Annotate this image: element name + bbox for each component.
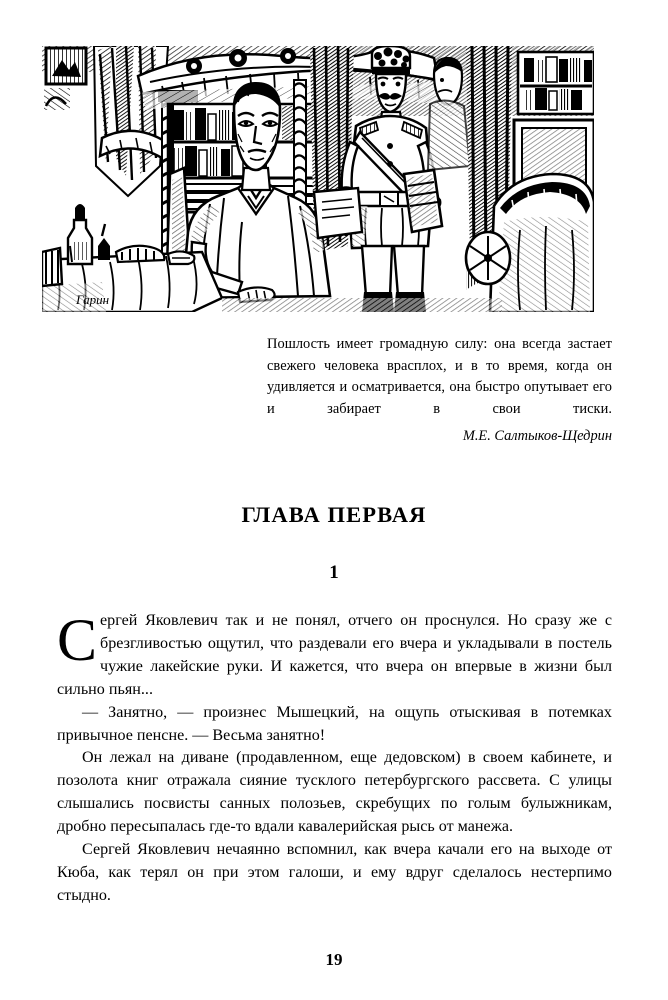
illustration-artwork <box>42 46 594 312</box>
held-paper-left <box>314 188 362 238</box>
chair-cushion-detail <box>466 232 510 284</box>
page-number: 19 <box>325 950 343 969</box>
paragraph-3: Он лежал на диване (продавленном, еще дедовском) в своем кабинете, и позолота книг отражала сияние тусклого петербургского рассвета. С улицы слышались посвисты санных полозьев, скребущих по голым булыжникам, дробно пересыпалась где-то вдали кавалерийская рысь от манежа. <box>57 749 612 836</box>
drop-cap: С <box>57 607 98 673</box>
paragraph-4: Сергей Яковлевич нечаянно вспомнил, как вчера качали его на выходе от Кюба, как терял он при этом галоши, и ему вдруг сделалось нестерпимо стыдно. <box>57 841 612 904</box>
paragraph-1-text: ергей Яковлевич так и не понял, отчего он проснулся. Но сразу же с брезгливостью ощутил, что раздевали его вчера и укладывали в постель чужие лакейские руки. И кажется, что вчера он впервые в жизни был сильно пьян... <box>57 612 612 698</box>
section-number: 1 <box>329 562 339 583</box>
chapter-title: ГЛАВА ПЕРВАЯ <box>241 502 427 527</box>
body-text <box>57 607 612 908</box>
artist-signature: Гарин <box>76 292 110 307</box>
paragraph-1 <box>57 607 612 702</box>
chapter-illustration <box>42 46 594 312</box>
held-folder-right <box>404 170 442 232</box>
epigraph-attribution: М.Е. Салтыков-Щедрин <box>462 428 612 444</box>
paragraph-2: — Занятно, — произнес Мышецкий, на ощупь отыскивая в потемках привычное пенсне. — Весьма занятно! <box>57 703 612 744</box>
epigraph-text: Пошлость имеет громадную силу: она всегда застает свежего человека врасплох, и в то время, когда он удивляется и осматривается, она быстро опутывает его и забирает в свои тиски. <box>267 336 612 417</box>
epigraph <box>267 334 612 446</box>
